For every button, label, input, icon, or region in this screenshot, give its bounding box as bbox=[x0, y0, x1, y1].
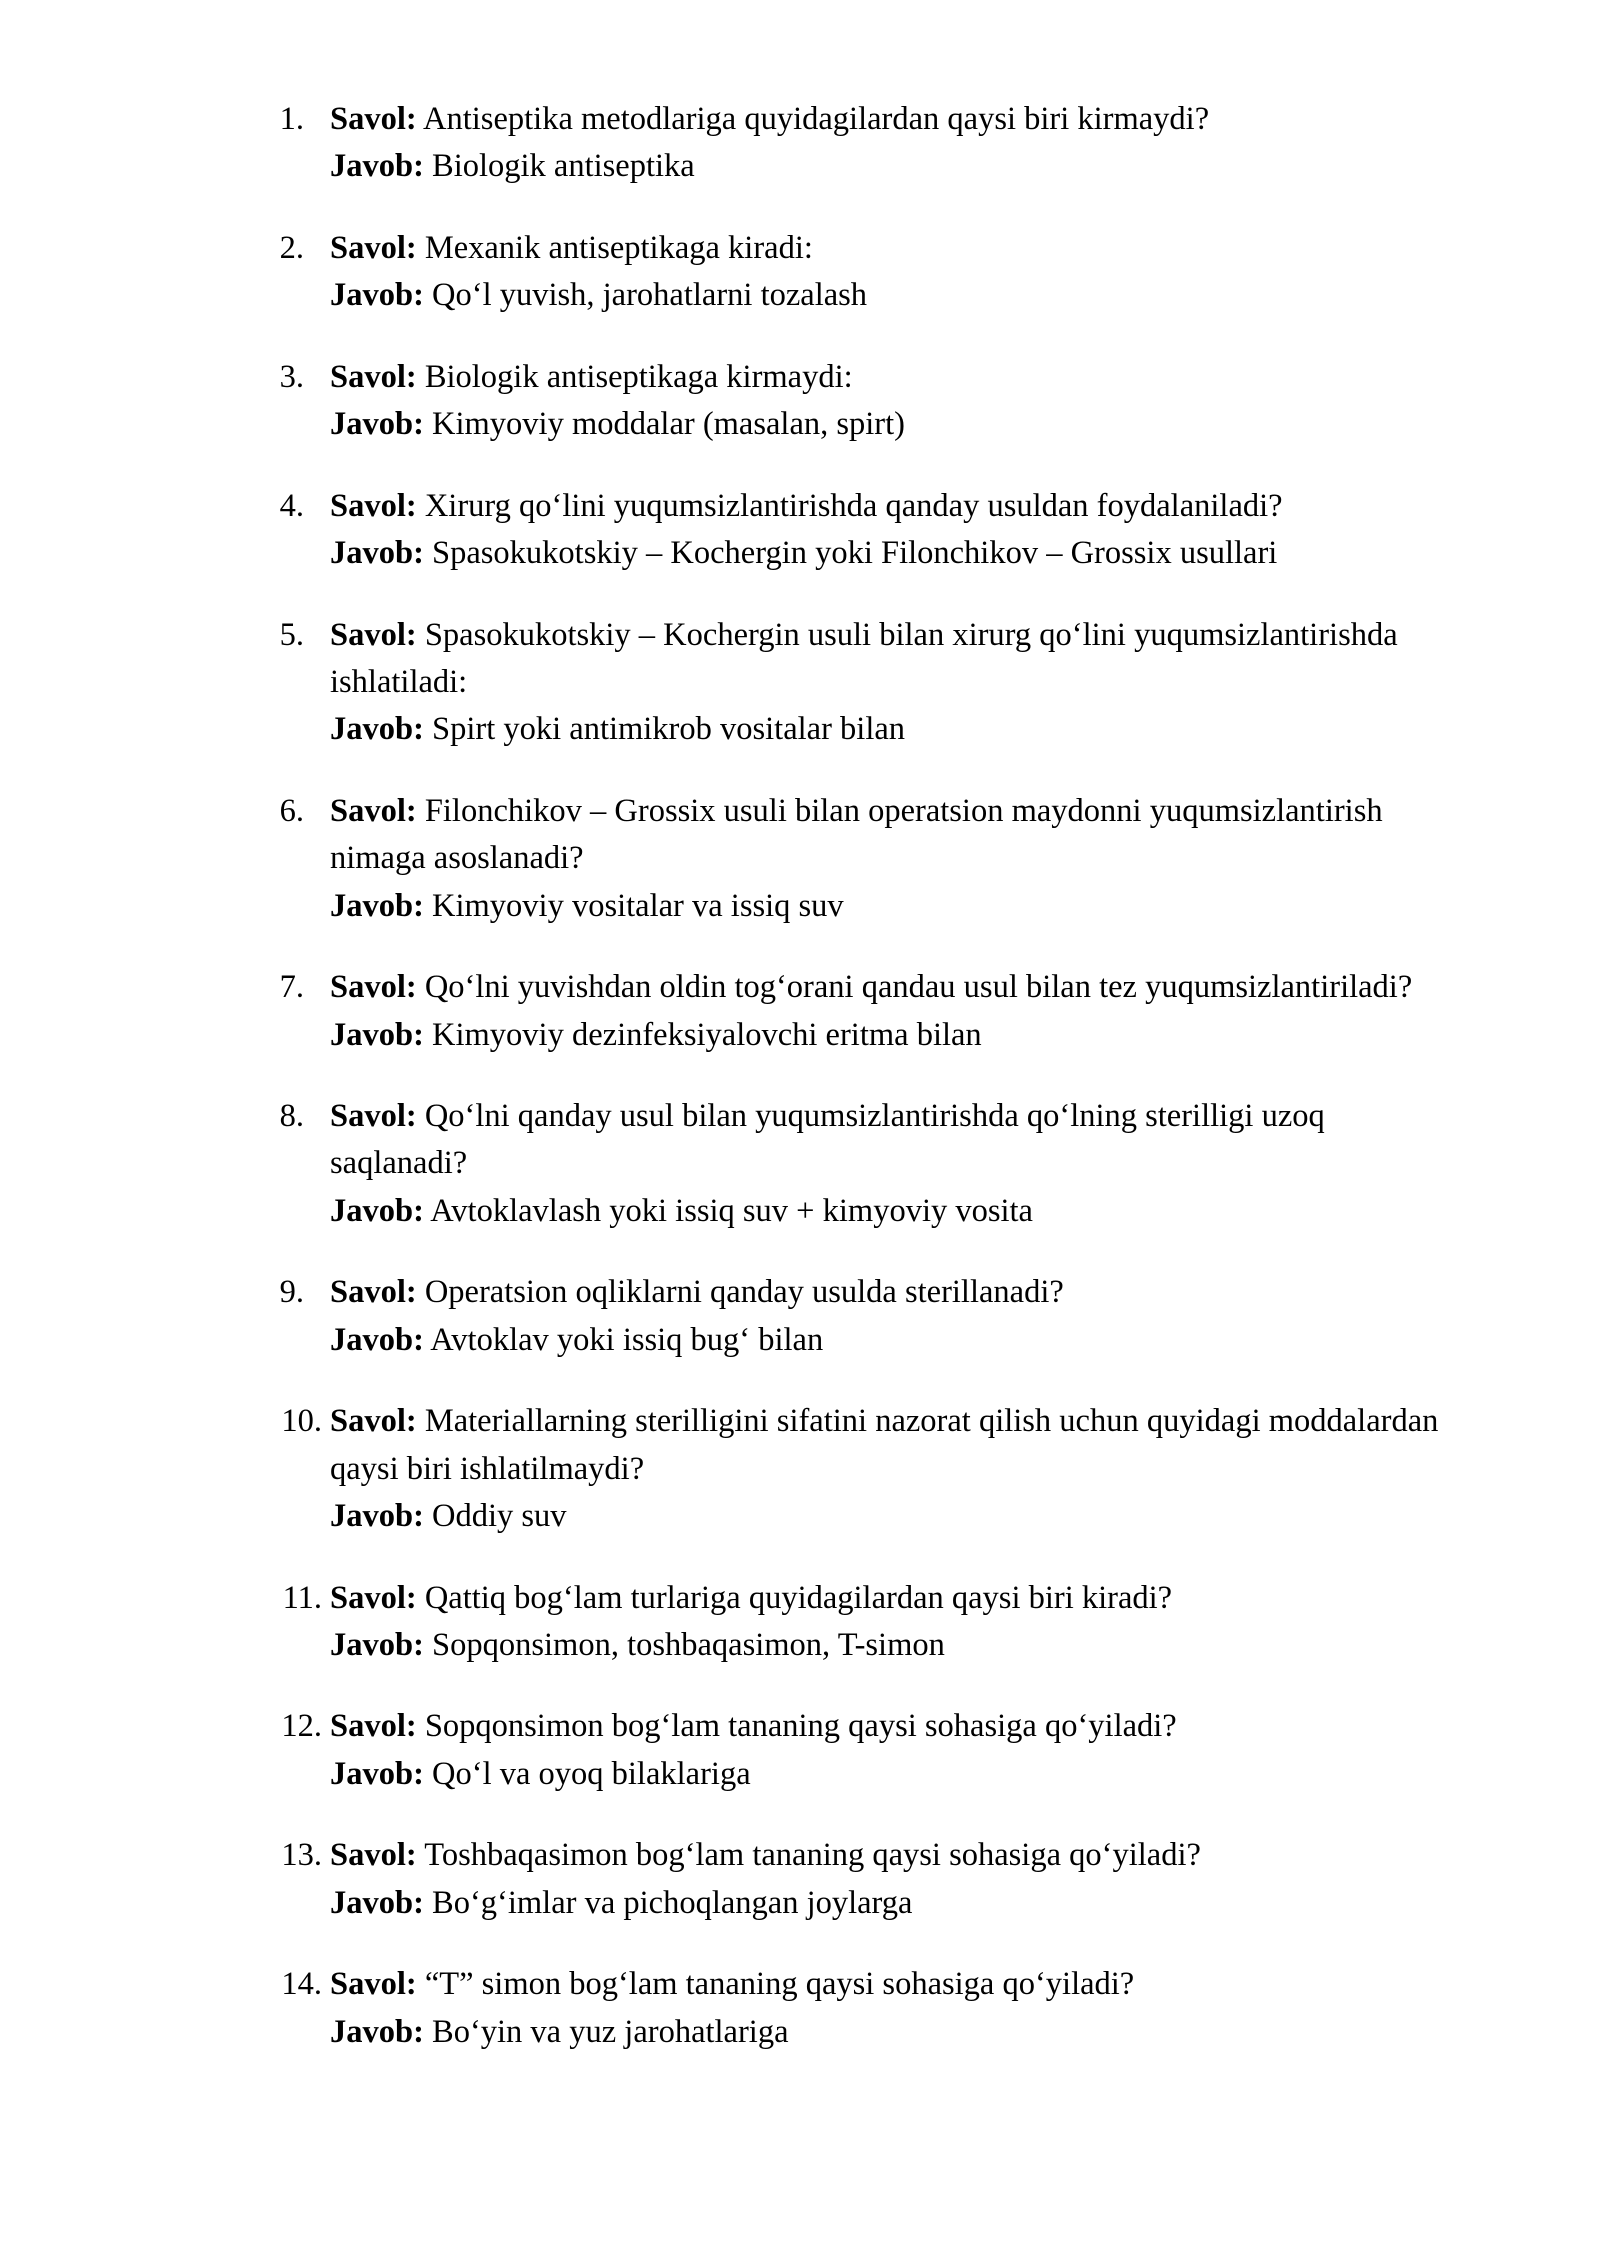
question-text: Filonchikov – Grossix usuli bilan operatsion maydonni yuqumsizlantirish nimaga asoslanadi? bbox=[330, 792, 1383, 877]
answer-line bbox=[330, 530, 1450, 577]
question-line bbox=[330, 1093, 1450, 1188]
answer-label: Javob: bbox=[330, 1755, 424, 1792]
qa-item-number: 14. bbox=[281, 1966, 322, 2003]
question-line bbox=[330, 1832, 1450, 1879]
qa-item bbox=[150, 1269, 1450, 1364]
qa-item-number: 4. bbox=[279, 487, 304, 524]
answer-label: Javob: bbox=[330, 535, 424, 572]
answer-text: Qoʻl yuvish, jarohatlarni tozalash bbox=[432, 277, 868, 314]
question-text: Xirurg qoʻlini yuqumsizlantirishda qanday usuldan foydalaniladi? bbox=[424, 487, 1283, 524]
answer-line bbox=[330, 1012, 1450, 1059]
answer-line bbox=[330, 1622, 1450, 1669]
question-text: Qoʻlni qanday usul bilan yuqumsizlantirishda qoʻlning sterilligi uzoq saqlanadi? bbox=[330, 1098, 1325, 1182]
answer-text: Spirt yoki antimikrob vositalar bilan bbox=[432, 711, 906, 748]
question-label: Savol: bbox=[330, 616, 417, 653]
question-label: Savol: bbox=[330, 969, 417, 1006]
question-label: Savol: bbox=[330, 1837, 417, 1874]
question-label: Savol: bbox=[330, 1098, 417, 1134]
question-text: Antiseptika metodlariga quyidagilardan qaysi biri kirmaydi? bbox=[423, 101, 1210, 137]
qa-list bbox=[150, 96, 1450, 2056]
question-text: Mexanik antiseptikaga kiradi: bbox=[424, 229, 813, 266]
question-line bbox=[330, 225, 1450, 272]
question-text: Toshbaqasimon bogʻlam tananing qaysi sohasiga qoʻyiladi? bbox=[424, 1837, 1201, 1874]
qa-item bbox=[150, 1832, 1450, 1927]
answer-label: Javob: bbox=[330, 277, 424, 314]
qa-item-number: 3. bbox=[279, 358, 304, 395]
answer-label: Javob: bbox=[330, 887, 424, 924]
answer-text: Oddiy suv bbox=[432, 1498, 567, 1535]
question-line bbox=[330, 96, 1450, 143]
question-line bbox=[330, 1961, 1450, 2008]
answer-text: Avtoklav yoki issiq bugʻ bilan bbox=[430, 1321, 824, 1358]
question-label: Savol: bbox=[330, 358, 417, 395]
answer-line bbox=[330, 1751, 1450, 1798]
qa-item bbox=[150, 1703, 1450, 1798]
qa-item-number: 12. bbox=[281, 1708, 322, 1745]
question-label: Savol: bbox=[330, 1708, 417, 1745]
question-label: Savol: bbox=[330, 1403, 417, 1440]
question-label: Savol: bbox=[330, 487, 417, 524]
answer-line bbox=[330, 1317, 1450, 1364]
answer-line bbox=[330, 1188, 1450, 1235]
question-text: Operatsion oqliklarni qanday usulda sterillanadi? bbox=[424, 1274, 1064, 1311]
qa-item bbox=[150, 1961, 1450, 2056]
qa-item bbox=[150, 96, 1450, 191]
qa-item-number: 6. bbox=[279, 792, 304, 829]
answer-text: Kimyoviy dezinfeksiyalovchi eritma bilan bbox=[432, 1016, 982, 1053]
answer-text: Boʻyin va yuz jarohatlariga bbox=[432, 2013, 789, 2050]
answer-text: Kimyoviy vositalar va issiq suv bbox=[432, 887, 844, 924]
answer-line bbox=[330, 1880, 1450, 1927]
question-label: Savol: bbox=[330, 1274, 417, 1311]
question-text: “T” simon bogʻlam tananing qaysi sohasiga qoʻyiladi? bbox=[424, 1966, 1135, 2003]
answer-text: Boʻgʻimlar va pichoqlangan joylarga bbox=[432, 1884, 913, 1921]
answer-text: Kimyoviy moddalar (masalan, spirt) bbox=[432, 406, 905, 443]
qa-item-number: 9. bbox=[279, 1274, 304, 1311]
question-text: Qattiq bogʻlam turlariga quyidagilardan qaysi biri kiradi? bbox=[424, 1579, 1173, 1616]
answer-label: Javob: bbox=[330, 1016, 424, 1053]
answer-text: Avtoklavlash yoki issiq suv + kimyoviy vosita bbox=[430, 1192, 1033, 1229]
question-line bbox=[330, 612, 1450, 707]
answer-line bbox=[330, 883, 1450, 930]
answer-label: Javob: bbox=[330, 148, 424, 185]
qa-item bbox=[150, 1575, 1450, 1670]
question-text: Sopqonsimon bogʻlam tananing qaysi sohasiga qoʻyiladi? bbox=[424, 1708, 1177, 1745]
qa-item bbox=[150, 225, 1450, 320]
answer-label: Javob: bbox=[330, 2013, 424, 2050]
qa-item-number: 7. bbox=[279, 969, 304, 1006]
question-label: Savol: bbox=[330, 229, 417, 266]
answer-label: Javob: bbox=[330, 1884, 424, 1921]
question-line bbox=[330, 1398, 1450, 1493]
question-line bbox=[330, 1269, 1450, 1316]
question-text: Spasokukotskiy – Kochergin usuli bilan xirurg qoʻlini yuqumsizlantirishda ishlatiladi: bbox=[330, 616, 1398, 700]
question-line bbox=[330, 354, 1450, 401]
qa-item bbox=[150, 354, 1450, 449]
question-label: Savol: bbox=[330, 792, 417, 829]
answer-line bbox=[330, 706, 1450, 753]
answer-text: Biologik antiseptika bbox=[432, 148, 695, 185]
qa-item-number: 8. bbox=[279, 1098, 304, 1134]
question-label: Savol: bbox=[330, 101, 417, 137]
question-label: Savol: bbox=[330, 1579, 417, 1616]
question-line bbox=[330, 964, 1450, 1011]
answer-line bbox=[330, 272, 1450, 319]
qa-item bbox=[150, 1093, 1450, 1235]
qa-item-number: 11. bbox=[282, 1579, 322, 1616]
answer-label: Javob: bbox=[330, 711, 424, 748]
answer-line bbox=[330, 143, 1450, 190]
qa-item bbox=[150, 483, 1450, 578]
question-text: Materiallarning sterilligini sifatini nazorat qilish uchun quyidagi moddalardan qaysi biri ishlatilmaydi? bbox=[330, 1403, 1439, 1487]
qa-item-number: 5. bbox=[279, 616, 304, 653]
question-line bbox=[330, 483, 1450, 530]
qa-item-number: 10. bbox=[281, 1403, 322, 1440]
question-text: Qoʻlni yuvishdan oldin togʻorani qandau usul bilan tez yuqumsizlantiriladi? bbox=[424, 969, 1413, 1006]
answer-label: Javob: bbox=[330, 406, 424, 443]
question-line bbox=[330, 788, 1450, 883]
qa-item bbox=[150, 612, 1450, 754]
question-line bbox=[330, 1703, 1450, 1750]
qa-item-number: 2. bbox=[279, 229, 304, 266]
question-line bbox=[330, 1575, 1450, 1622]
answer-text: Sopqonsimon, toshbaqasimon, T-simon bbox=[432, 1626, 945, 1663]
answer-line bbox=[330, 2009, 1450, 2056]
qa-item bbox=[150, 788, 1450, 930]
qa-item bbox=[150, 964, 1450, 1059]
answer-line bbox=[330, 401, 1450, 448]
answer-label: Javob: bbox=[330, 1626, 424, 1663]
qa-item-number: 1. bbox=[279, 101, 304, 137]
qa-item bbox=[150, 1398, 1450, 1540]
answer-text: Qoʻl va oyoq bilaklariga bbox=[432, 1755, 751, 1792]
question-text: Biologik antiseptikaga kirmaydi: bbox=[424, 358, 853, 395]
answer-label: Javob: bbox=[330, 1498, 424, 1535]
qa-item-number: 13. bbox=[281, 1837, 322, 1874]
answer-label: Javob: bbox=[330, 1192, 424, 1229]
answer-label: Javob: bbox=[330, 1321, 424, 1358]
question-label: Savol: bbox=[330, 1966, 417, 2003]
answer-text: Spasokukotskiy – Kochergin yoki Filonchikov – Grossix usullari bbox=[432, 535, 1278, 572]
answer-line bbox=[330, 1493, 1450, 1540]
